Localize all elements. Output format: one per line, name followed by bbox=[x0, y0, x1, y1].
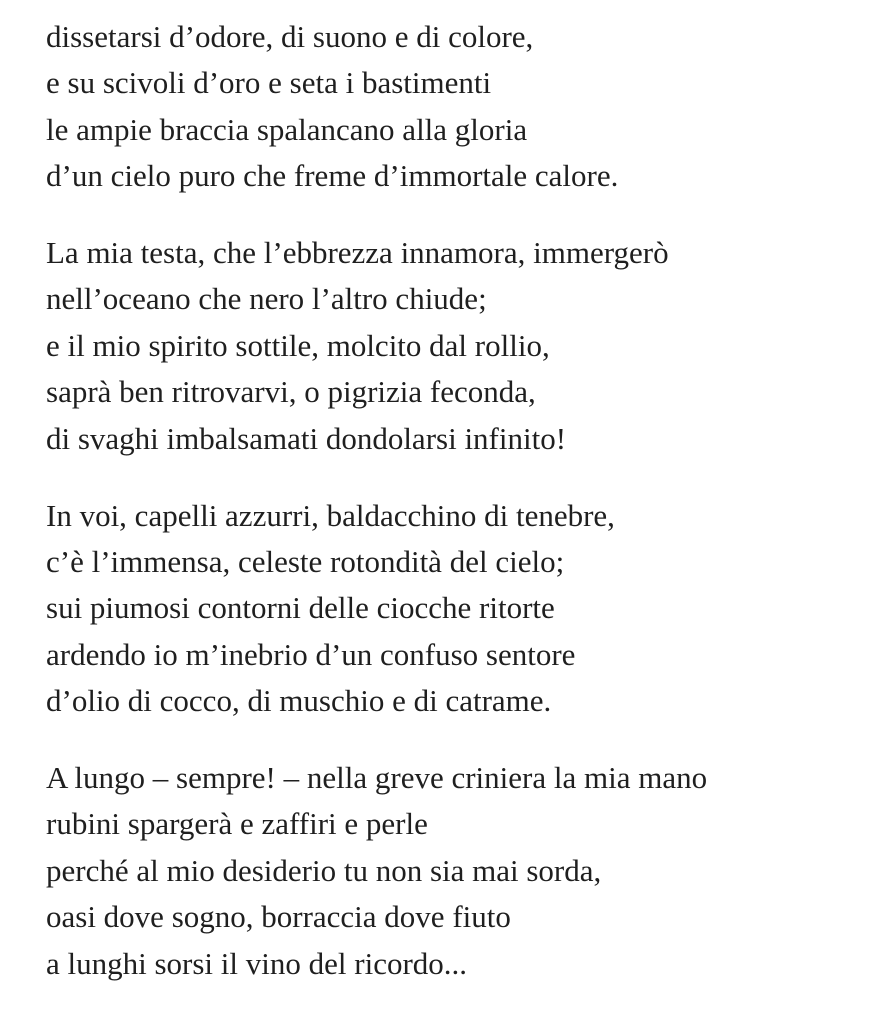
poem-line: c’è l’immensa, celeste rotondità del cielo; bbox=[46, 543, 565, 579]
poem-line: saprà ben ritrovarvi, o pigrizia feconda, bbox=[46, 374, 536, 410]
poem-text bbox=[46, 14, 856, 1017]
poem-line: ardendo io m’inebrio d’un confuso sentore bbox=[46, 636, 576, 672]
poem-line: e su scivoli d’oro e seta i bastimenti bbox=[46, 65, 492, 101]
poem-line: In voi, capelli azzurri, baldacchino di tenebre, bbox=[46, 497, 615, 533]
stanza-4 bbox=[46, 755, 856, 987]
poem-line: La mia testa, che l’ebbrezza innamora, immergerò bbox=[46, 235, 669, 271]
poem-line: le ampie braccia spalancano alla gloria bbox=[46, 111, 528, 147]
stanza-1 bbox=[46, 14, 856, 200]
poem-line: oasi dove sogno, borraccia dove fiuto bbox=[46, 899, 511, 935]
poem-line: A lungo – sempre! – nella greve criniera la mia mano bbox=[46, 759, 708, 795]
poem-line: nell’oceano che nero l’altro chiude; bbox=[46, 281, 487, 317]
poem-line: sui piumosi contorni delle ciocche ritorte bbox=[46, 590, 555, 626]
poem-line: rubini spargerà e zaffiri e perle bbox=[46, 806, 428, 842]
poem-line: d’olio di cocco, di muschio e di catrame. bbox=[46, 683, 552, 719]
stanza-3 bbox=[46, 493, 856, 725]
poem-line: a lunghi sorsi il vino del ricordo... bbox=[46, 945, 468, 981]
poem-line: dissetarsi d’odore, di suono e di colore, bbox=[46, 19, 534, 54]
poem-line: di svaghi imbalsamati dondolarsi infinito! bbox=[46, 420, 567, 456]
poem-line: perché al mio desiderio tu non sia mai sorda, bbox=[46, 852, 602, 888]
poem-line: d’un cielo puro che freme d’immortale calore. bbox=[46, 158, 619, 194]
poem-line: e il mio spirito sottile, molcito dal rollio, bbox=[46, 327, 550, 363]
stanza-2 bbox=[46, 230, 856, 462]
